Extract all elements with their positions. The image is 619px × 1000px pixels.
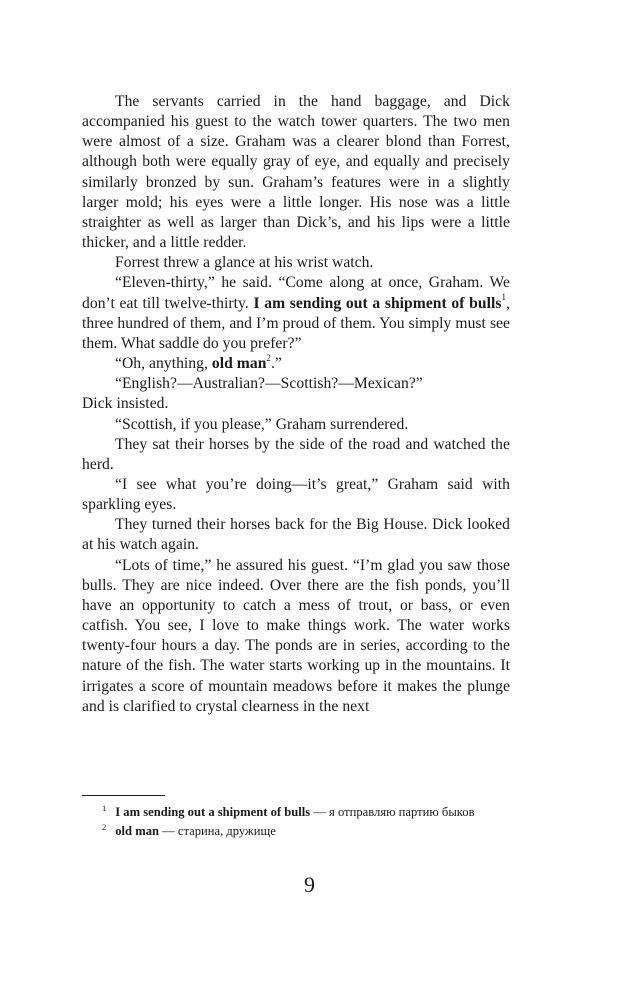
paragraph-text: , three hundred of them, and I’m proud of them. You simply must see them. What saddle do you prefer?” bbox=[82, 294, 510, 352]
footnote-term: old man bbox=[115, 824, 159, 838]
paragraph-text: “Eleven-thirty,” he said. “Come along at once, Graham. We don’t eat till twelve-thirty. bbox=[82, 274, 510, 312]
footnote-reference[interactable]: 1 bbox=[501, 292, 507, 303]
footnote-term: I am sending out a shipment of bulls bbox=[115, 805, 311, 819]
paragraph-text: “Lots of time,” he assured his guest. “I’m glad you saw those bulls. They are nice indeed. Over there are the fish ponds, you’ll have an opportunity to catch a mess of trout, or bass, or even catfish. You see, I love to make things work. The water works twenty-four hours a day. The ponds are in series, according to the nature of the fish. The water starts working up in the mountains. It irrigates a score of mountain meadows before it makes the plunge and is clarified to crystal clearness in the next bbox=[82, 556, 510, 715]
paragraph-text: .” bbox=[270, 355, 282, 373]
glossed-phrase: I am sending out a shipment of bulls bbox=[253, 294, 502, 312]
paragraph bbox=[82, 374, 510, 394]
footnote-divider bbox=[82, 795, 165, 796]
footnote-dash: — bbox=[159, 824, 178, 838]
paragraph bbox=[82, 435, 510, 475]
paragraph-text: Dick insisted. bbox=[82, 395, 169, 413]
footnote bbox=[82, 822, 510, 841]
paragraph bbox=[82, 92, 510, 253]
paragraph bbox=[82, 354, 510, 374]
paragraph bbox=[82, 475, 510, 515]
footnote-number: 1 bbox=[102, 802, 107, 813]
paragraph bbox=[82, 415, 510, 435]
paragraph bbox=[82, 394, 510, 414]
paragraph-text: “I see what you’re doing—it’s great,” Graham said with sparkling eyes. bbox=[82, 475, 510, 514]
footnote-dash: — bbox=[310, 805, 330, 819]
paragraph bbox=[82, 515, 510, 555]
paragraph-text: They turned their horses back for the Big House. Dick looked at his watch again. bbox=[82, 516, 510, 554]
footnotes bbox=[82, 803, 510, 841]
page-number: 9 bbox=[304, 872, 315, 897]
paragraph bbox=[82, 253, 510, 273]
paragraph bbox=[82, 273, 510, 354]
paragraph-text: They sat their horses by the side of the road and watched the herd. bbox=[82, 435, 510, 473]
glossed-phrase: old man bbox=[211, 355, 267, 373]
footnote-number: 2 bbox=[102, 821, 107, 832]
paragraph-text: Forrest threw a glance at his wrist watch. bbox=[115, 254, 374, 272]
paragraph-text: “English?—Australian?—Scottish?—Mexican?” bbox=[115, 375, 423, 393]
paragraph-text: “Scottish, if you please,” Graham surrendered. bbox=[115, 415, 409, 433]
footnote-reference[interactable]: 2 bbox=[266, 352, 271, 363]
footnote-translation: старина, дружище bbox=[177, 824, 276, 838]
paragraph-text: The servants carried in the hand baggage, and Dick accompanied his guest to the watch tower quarters. The two men were almost of a size. Graham was a clearer blond than Forrest, although both were equally gray of eye, and equally and precisely similarly bronzed by sun. Graham’s features were in a slightly larger mold; his eyes were a little longer. His nose was a little straighter as well as larger than Dick’s, and his lips were a little thicker, and a little redder. bbox=[82, 93, 510, 252]
main-text bbox=[82, 92, 510, 717]
paragraph-text: “Oh, anything, bbox=[115, 355, 212, 373]
footnote bbox=[82, 803, 510, 822]
paragraph bbox=[82, 556, 510, 717]
footnote-translation: я отправляю партию быков bbox=[329, 805, 475, 819]
